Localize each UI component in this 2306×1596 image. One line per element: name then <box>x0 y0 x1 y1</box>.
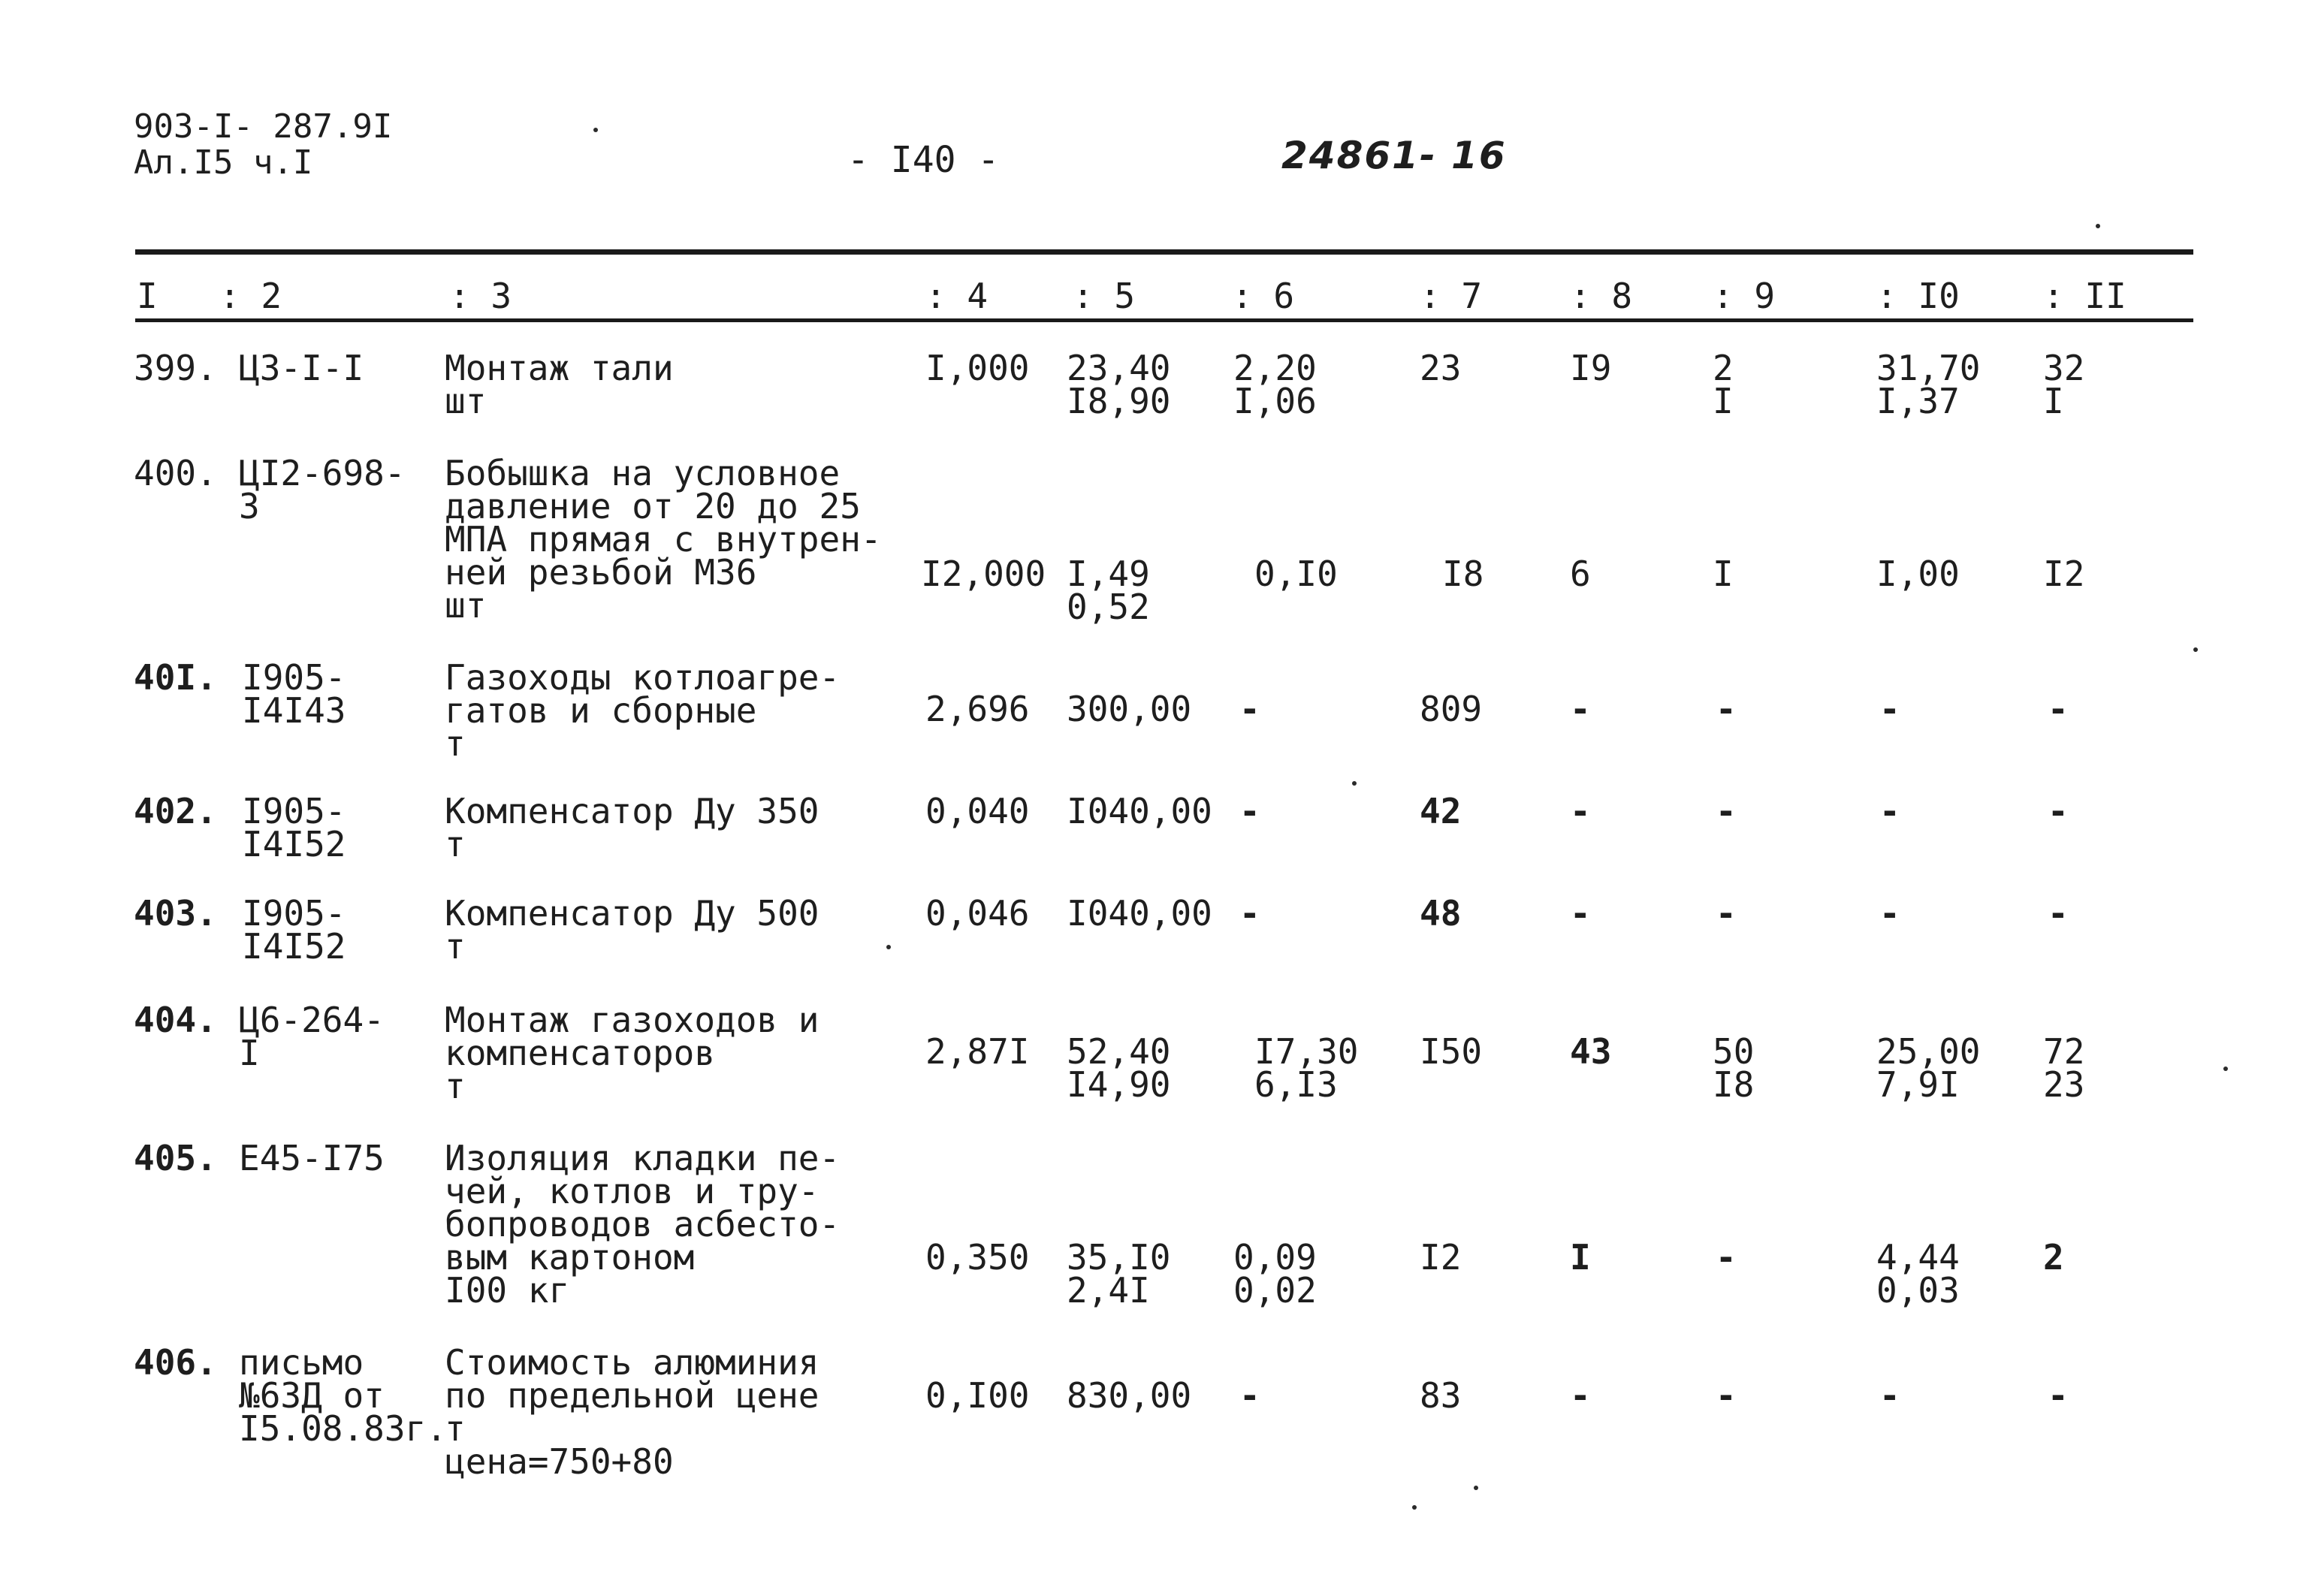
document-code: 903-I- 287.9I <box>134 107 393 146</box>
row-code: Ц3-I-I <box>239 348 364 388</box>
row-col5: 35,I0 2,4I <box>1067 1237 1171 1311</box>
column-header-4: : 4 <box>925 276 989 316</box>
row-col6: 0,I0 <box>1254 554 1338 594</box>
row-col8: 6 <box>1570 554 1591 594</box>
table-top-rule <box>135 249 2193 255</box>
row-col7: 23 <box>1420 348 1462 388</box>
row-col8: - <box>1570 893 1591 934</box>
row-description: Изоляция кладки пе- чей, котлов и тру- бопроводов асбесто- вым картоном I00 кг <box>445 1138 841 1311</box>
row-col9: - <box>1716 1375 1737 1416</box>
column-header-1: I <box>137 276 158 316</box>
row-col10: - <box>1879 689 1900 729</box>
row-col7: 83 <box>1420 1375 1462 1416</box>
scan-speck <box>1474 1486 1478 1490</box>
row-col9: 2 I <box>1713 348 1734 421</box>
row-col5: 830,00 <box>1067 1375 1192 1416</box>
row-col5: I,49 0,52 <box>1067 554 1150 627</box>
row-col11: - <box>2048 689 2069 729</box>
row-description: Газоходы котлоагре- гатов и сборные т <box>445 657 841 764</box>
row-col5: 300,00 <box>1067 689 1192 729</box>
row-col7: I8 <box>1442 554 1484 594</box>
row-number: 406. <box>134 1342 217 1383</box>
row-code: Ц6-264- I <box>239 1000 385 1073</box>
row-col9: I <box>1713 554 1734 594</box>
row-col9: - <box>1716 791 1737 831</box>
column-header-6: : 6 <box>1232 276 1295 316</box>
row-col9: - <box>1716 1237 1737 1278</box>
row-col10: - <box>1879 1375 1900 1416</box>
column-header-10: : I0 <box>1876 276 1960 316</box>
row-code: Е45-I75 <box>239 1138 385 1178</box>
row-code: ЦI2-698- 3 <box>239 453 406 526</box>
row-col5: 23,40 I8,90 <box>1067 348 1171 421</box>
column-header-7: : 7 <box>1420 276 1483 316</box>
row-col9: 50 I8 <box>1713 1031 1755 1105</box>
row-col6: 0,09 0,02 <box>1233 1237 1317 1311</box>
row-col10: 25,00 7,9I <box>1876 1031 1981 1105</box>
column-header-11: : II <box>2043 276 2126 316</box>
row-col7: I50 <box>1420 1031 1483 1072</box>
row-col10: - <box>1879 791 1900 831</box>
page-number: - I40 - <box>847 139 1000 181</box>
row-number: 404. <box>134 1000 217 1040</box>
row-description: Стоимость алюминия по предельной цене т цена=750+80 <box>445 1342 819 1482</box>
row-col9: - <box>1716 893 1737 934</box>
row-col4: I2,000 <box>921 554 1046 594</box>
row-col8: I <box>1570 1237 1591 1278</box>
row-col6: - <box>1239 1375 1260 1416</box>
table-header-rule <box>135 318 2193 322</box>
row-code: I905- I4I52 <box>242 791 346 864</box>
row-col5: 52,40 I4,90 <box>1067 1031 1171 1105</box>
column-header-3: : 3 <box>449 276 512 316</box>
row-col10: 31,70 I,37 <box>1876 348 1981 421</box>
row-number: 403. <box>134 893 217 934</box>
row-description: Бобышка на условное давление от 20 до 25 МПА прямая с внутрен- ней резьбой М36 шт <box>445 453 882 626</box>
row-col10: - <box>1879 893 1900 934</box>
row-col6: I7,30 6,I3 <box>1254 1031 1359 1105</box>
row-col7: I2 <box>1420 1237 1462 1278</box>
row-col6: 2,20 I,06 <box>1233 348 1317 421</box>
row-col11: - <box>2048 893 2069 934</box>
row-col4: 2,87I <box>925 1031 1030 1072</box>
scan-speck <box>1412 1505 1417 1510</box>
row-col4: I,000 <box>925 348 1030 388</box>
row-col8: 43 <box>1570 1031 1612 1072</box>
row-col4: 0,I00 <box>925 1375 1030 1416</box>
scan-speck <box>593 128 598 132</box>
row-col4: 0,350 <box>925 1237 1030 1278</box>
row-description: Монтаж тали шт <box>445 348 674 421</box>
scan-speck <box>2096 224 2100 228</box>
row-col11: I2 <box>2043 554 2085 594</box>
column-header-5: : 5 <box>1073 276 1136 316</box>
row-col11: 2 <box>2043 1237 2064 1278</box>
row-number: 400. <box>134 453 217 493</box>
row-col9: - <box>1716 689 1737 729</box>
row-col4: 0,046 <box>925 893 1030 934</box>
row-col8: - <box>1570 791 1591 831</box>
row-code: письмо №63Д от I5.08.83г. <box>239 1342 447 1449</box>
row-col4: 0,040 <box>925 791 1030 831</box>
row-col4: 2,696 <box>925 689 1030 729</box>
row-col11: 32 I <box>2043 348 2085 421</box>
row-number: 405. <box>134 1138 217 1178</box>
scan-speck <box>1352 781 1357 786</box>
row-col11: - <box>2048 1375 2069 1416</box>
row-description: Монтаж газоходов и компенсаторов т <box>445 1000 819 1106</box>
row-col10: 4,44 0,03 <box>1876 1237 1960 1311</box>
row-col5: I040,00 <box>1067 791 1212 831</box>
row-col7: 809 <box>1420 689 1483 729</box>
row-col6: - <box>1239 893 1260 934</box>
column-header-8: : 8 <box>1570 276 1633 316</box>
column-header-2: : 2 <box>219 276 282 316</box>
row-col11: - <box>2048 791 2069 831</box>
row-col10: I,00 <box>1876 554 1960 594</box>
row-description: Компенсатор Ду 350 т <box>445 791 819 864</box>
row-col11: 72 23 <box>2043 1031 2085 1105</box>
row-number: 40I. <box>134 657 217 698</box>
column-header-9: : 9 <box>1713 276 1776 316</box>
sheet-label: Ал.I5 ч.I <box>134 143 313 182</box>
row-code: I905- I4I52 <box>242 893 346 967</box>
row-col6: - <box>1239 791 1260 831</box>
row-col6: - <box>1239 689 1260 729</box>
handwritten-document-number: 24861- 16 <box>1281 134 1507 177</box>
row-col8: I9 <box>1570 348 1612 388</box>
scan-speck <box>886 945 891 949</box>
row-col7: 48 <box>1420 893 1462 934</box>
row-description: Компенсатор Ду 500 т <box>445 893 819 967</box>
scan-speck <box>2193 647 2198 652</box>
row-code: I905- I4I43 <box>242 657 346 731</box>
row-col8: - <box>1570 689 1591 729</box>
row-number: 402. <box>134 791 217 831</box>
row-number: 399. <box>134 348 217 388</box>
row-col8: - <box>1570 1375 1591 1416</box>
row-col7: 42 <box>1420 791 1462 831</box>
scan-speck <box>2223 1067 2228 1071</box>
row-col5: I040,00 <box>1067 893 1212 934</box>
